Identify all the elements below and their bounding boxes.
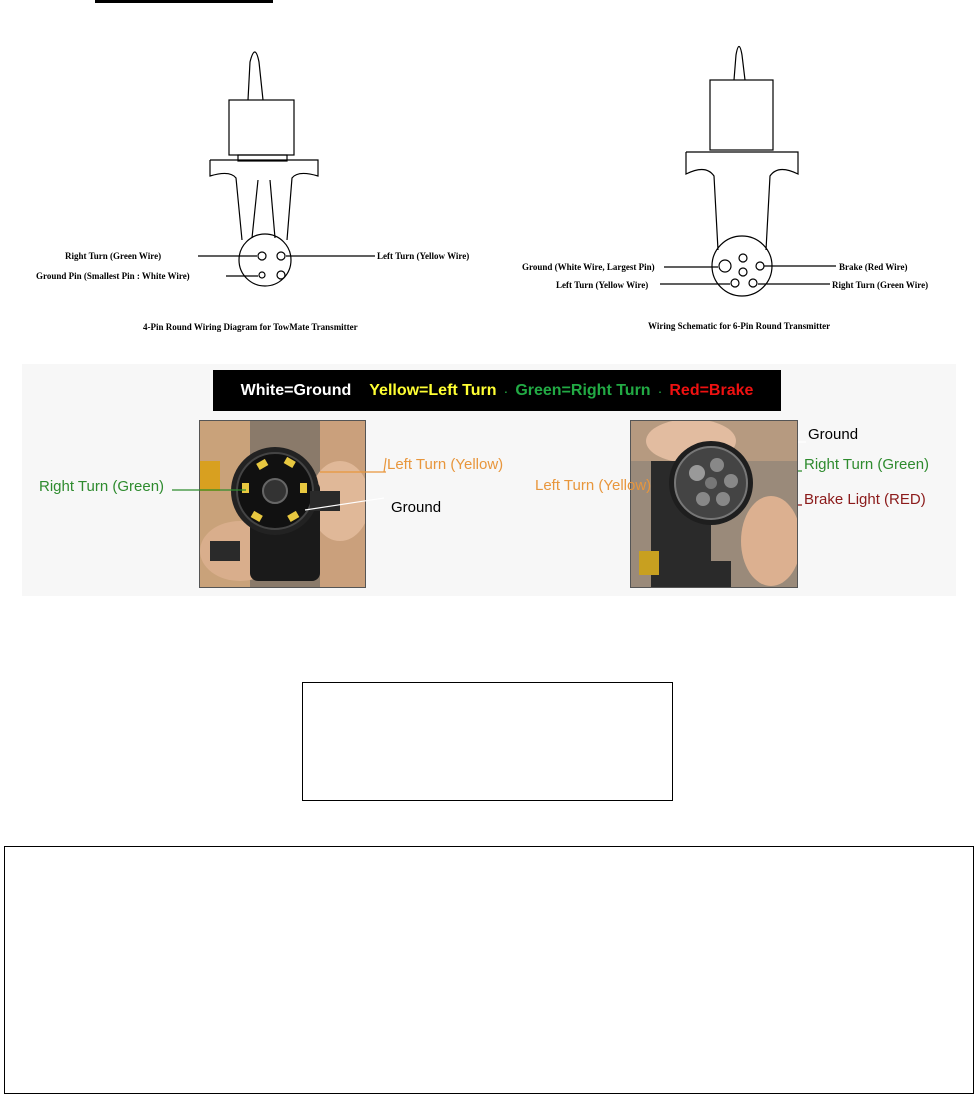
right-photo-ground-label: Ground — [808, 426, 859, 443]
six-pin-ground-label: Ground (White Wire, Largest Pin) — [522, 262, 655, 272]
six-pin-right-turn-label: Right Turn (Green Wire) — [832, 280, 929, 290]
left-photo-right-turn-label: Right Turn (Green) — [39, 478, 165, 495]
legend-white: White=Ground — [240, 381, 352, 399]
six-pin-caption: Wiring Schematic for 6-Pin Round Transmitter — [648, 321, 831, 331]
six-pin-left-turn-label: Left Turn (Yellow Wire) — [556, 280, 649, 290]
legend-red: Red=Brake — [669, 381, 754, 399]
right-photo-right-turn-label: Right Turn (Green) — [804, 456, 930, 473]
four-pin-left-turn-label: Left Turn (Yellow Wire) — [377, 251, 470, 261]
six-pin-brake-label: Brake (Red Wire) — [839, 262, 908, 272]
six-pin-photo-illustration — [631, 421, 797, 587]
photo-six-pin-plug — [630, 420, 798, 588]
four-pin-caption: 4-Pin Round Wiring Diagram for TowMate Transmitter — [143, 322, 358, 332]
legend-green: Green=Right Turn — [515, 381, 651, 399]
legend-separator-1: . — [504, 385, 508, 396]
empty-text-box-large — [4, 846, 974, 1094]
four-pin-ground-label: Ground Pin (Smallest Pin : White Wire) — [36, 271, 190, 281]
right-photo-brake-label: Brake Light (RED) — [804, 491, 926, 508]
four-pin-right-turn-label: Right Turn (Green Wire) — [65, 251, 162, 261]
left-photo-left-turn-label: Left Turn (Yellow) — [387, 456, 504, 473]
legend-yellow: Yellow=Left Turn — [369, 381, 497, 399]
empty-text-box-small — [302, 682, 673, 801]
right-photo-left-turn-label: Left Turn (Yellow) — [535, 477, 652, 494]
legend-separator-2: . — [658, 385, 662, 396]
left-photo-ground-label: Ground — [391, 499, 442, 516]
